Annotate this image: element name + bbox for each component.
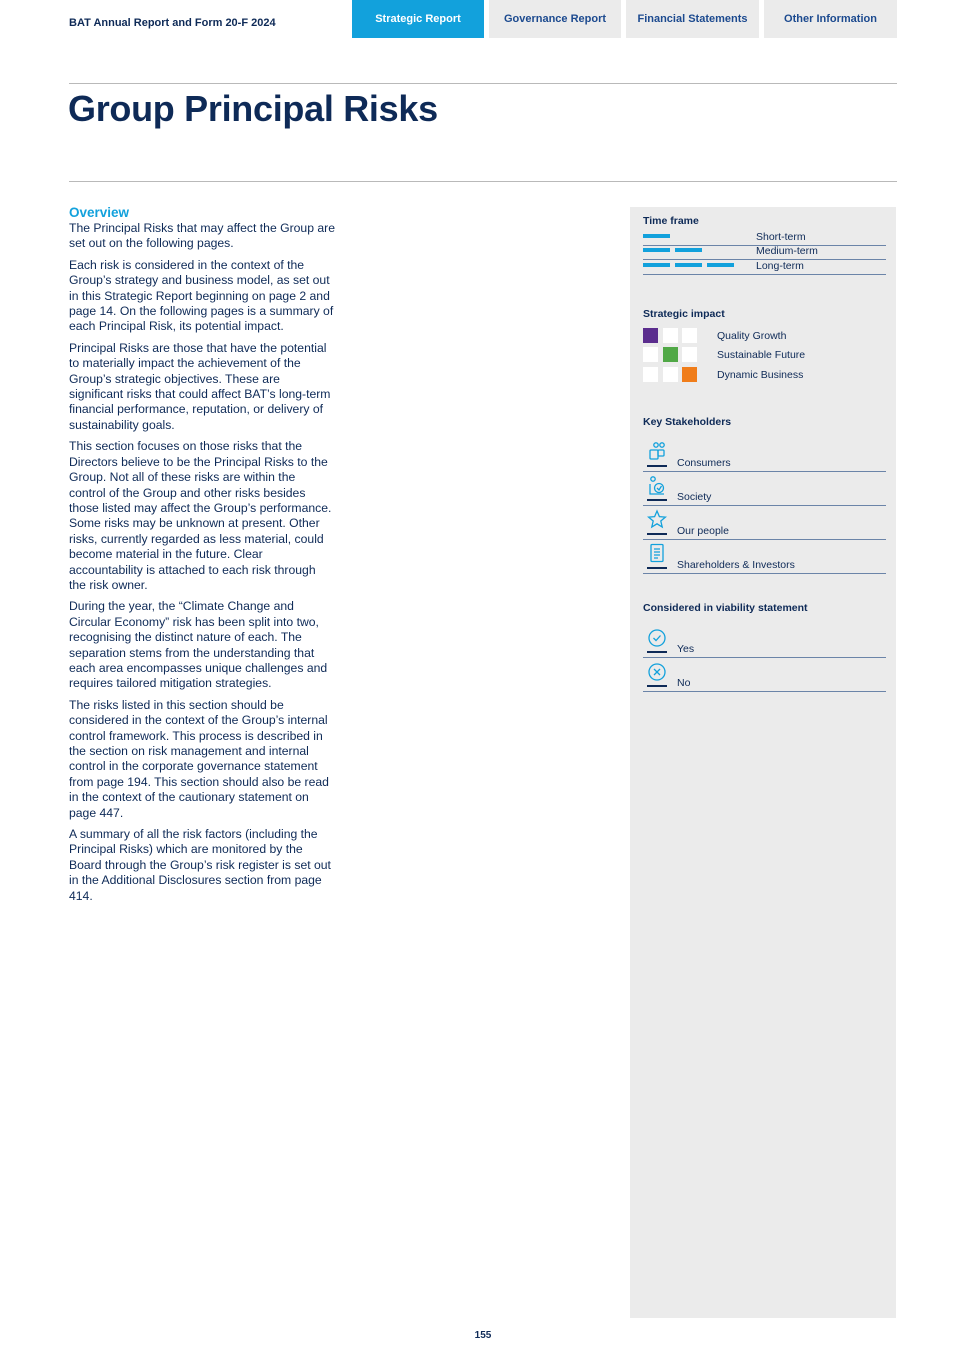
viability-no [643, 659, 886, 692]
strategic-impact-label: Dynamic Business [717, 369, 804, 381]
tab-strategic-report[interactable]: Strategic Report [352, 0, 484, 38]
empty-square [643, 347, 658, 362]
icon-underline [647, 651, 667, 653]
divider [69, 181, 897, 182]
page-title: Group Principal Risks [68, 88, 438, 129]
overview-paragraph: This section focuses on those risks that the Directors believe to be the Principal Risks to the Group. Not all of these risks are within the control of the Group and other risks besides those listed may affect the Group’s performance. Some risks may be unknown at present. Other risks, currently regarded as less material, could become material in the future. Clear accountability is attached to each risk through the risk owner. [69, 439, 332, 592]
empty-square [663, 328, 678, 343]
empty-square [682, 328, 697, 343]
icon-underline [647, 533, 667, 535]
stakeholder-label: Our people [677, 525, 729, 537]
sustainable-future-square [663, 347, 678, 362]
dash-marker [643, 263, 670, 267]
viability-yes [643, 625, 886, 658]
time-frame-medium [643, 245, 886, 260]
tab-financial-statements[interactable]: Financial Statements [626, 0, 759, 38]
viability-label: Yes [677, 643, 695, 655]
overview-heading: Overview [69, 205, 130, 220]
dash-marker [675, 248, 702, 252]
divider [69, 83, 897, 84]
time-frame-label: Short-term [756, 231, 806, 243]
strategic-impact-sustainable-future [643, 347, 886, 363]
strategic-impact-quality-growth [643, 328, 886, 344]
overview-paragraph: During the year, the “Climate Change and Circular Economy” risk has been split into two, recognising the distinct nature of each. The separation stems from the understanding that each area encompasses unique challenges and requires tailored mitigation strategies. [69, 599, 328, 691]
tab-other-information[interactable]: Other Information [764, 0, 897, 38]
time-frame-label: Long-term [756, 260, 804, 272]
star-icon [647, 509, 667, 531]
key-stakeholders-heading: Key Stakeholders [643, 416, 732, 428]
check-circle-icon [647, 627, 667, 649]
overview-paragraph: A summary of all the risk factors (including the Principal Risks) which are monitored by the Board through the Group’s risk register is set out in the Additional Disclosures section from page 414. [69, 827, 331, 903]
time-frame-heading: Time frame [643, 215, 699, 227]
time-frame-long [643, 260, 886, 275]
document-title: BAT Annual Report and Form 20-F 2024 [69, 17, 276, 29]
overview-paragraph: The Principal Risks that may affect the Group are set out on the following pages. [69, 221, 335, 251]
icon-underline [647, 567, 667, 569]
stakeholder-consumers [643, 439, 886, 472]
time-frame-short [643, 231, 886, 246]
tab-governance-report[interactable]: Governance Report [489, 0, 621, 38]
time-frame-label: Medium-term [756, 245, 818, 257]
icon-underline [647, 685, 667, 687]
overview-paragraph: The risks listed in this section should be considered in the context of the Group’s internal control framework. This process is described in the section on risk management and internal control in the corporate governance statement from page 194. This section should also be read in the context of the cautionary statement on page 447. [69, 697, 329, 820]
overview-paragraph: Each risk is considered in the context of the Group’s strategy and business model, as set out in this Strategic Report beginning on page 2 and page 14. On the following pages is a summary of each Principal Risk, its potential impact. [69, 257, 334, 334]
dynamic-business-square [682, 367, 697, 382]
quality-growth-square [643, 328, 658, 343]
stakeholder-our-people [643, 507, 886, 540]
dash-marker [707, 263, 734, 267]
document-icon [647, 543, 667, 565]
x-circle-icon [647, 661, 667, 683]
dash-marker [643, 234, 670, 238]
page-number: 155 [474, 1330, 492, 1341]
consumers-icon [647, 441, 667, 463]
society-icon [647, 475, 667, 497]
overview-section [69, 205, 335, 910]
empty-square [643, 367, 658, 382]
strategic-impact-label: Sustainable Future [717, 349, 806, 361]
viability-label: No [677, 677, 691, 689]
empty-square [682, 347, 697, 362]
stakeholder-label: Society [677, 491, 712, 503]
strategic-impact-label: Quality Growth [717, 330, 787, 342]
legend-panel [630, 207, 896, 1318]
dash-marker [643, 248, 670, 252]
stakeholder-shareholders-investors [643, 541, 886, 574]
dash-marker [675, 263, 702, 267]
icon-underline [647, 465, 667, 467]
icon-underline [647, 499, 667, 501]
viability-heading: Considered in viability statement [643, 602, 808, 614]
overview-paragraph: Principal Risks are those that have the potential to materially impact the achievement of the Group’s strategic objectives. These are significant risks that could affect BAT’s long-term financial performance, reputation, or delivery of sustainability goals. [69, 340, 331, 432]
strategic-impact-heading: Strategic impact [643, 308, 725, 320]
empty-square [663, 367, 678, 382]
stakeholder-label: Consumers [677, 457, 731, 469]
stakeholder-society [643, 473, 886, 506]
stakeholder-label: Shareholders & Investors [677, 559, 795, 571]
strategic-impact-dynamic-business [643, 367, 886, 383]
